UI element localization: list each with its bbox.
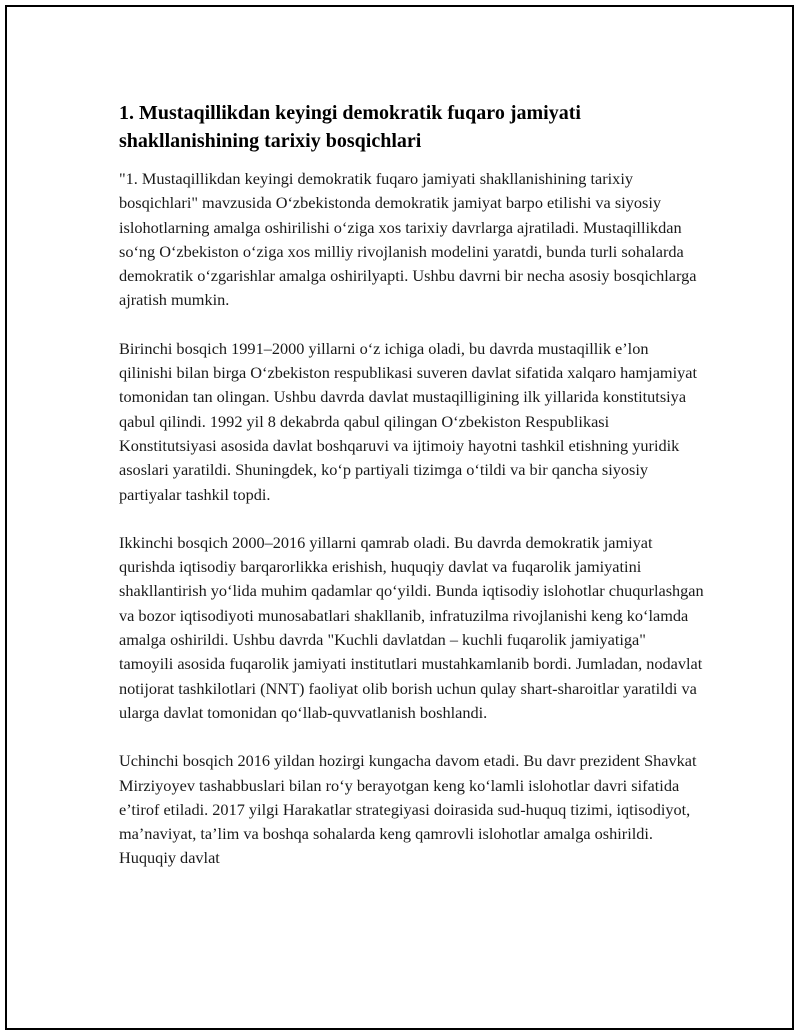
- paragraph-intro: "1. Mustaqillikdan keyingi demokratik fuqaro jamiyati shakllanishining tarixiy bosqichlari" mavzusida O‘zbekistonda demokratik jamiyat barpo etilishi va siyosiy islohotlarning amalga oshirilishi o‘ziga xos tarixiy davrlarga ajratiladi. Mustaqillikdan so‘ng O‘zbekiston o‘ziga xos milliy rivojlanish modelini yaratdi, bunda turli sohalarda demokratik o‘zgarishlar amalga oshirilyapti. Ushbu davrni bir necha asosiy bosqichlarga ajratish mumkin.: [119, 169, 697, 310]
- paragraph-first-stage: Birinchi bosqich 1991–2000 yillarni o‘z ichiga oladi, bu davrda mustaqillik e’lon qilinishi bilan birga O‘zbekiston respublikasi suveren davlat sifatida xalqaro hamjamiyat tomonidan tan olingan. Ushbu davrda davlat mustaqilligining ilk yillarida konstitutsiya qabul qilindi. 1992 yil 8 dekabrda qabul qilingan O‘zbekiston Respublikasi Konstitutsiyasi asosida davlat boshqaruvi va ijtimoiy hayotni tashkil etishning yuridik asoslari yaratildi. Shuningdek, ko‘p partiyali tizimga o‘tildi va bir qancha siyosiy partiyalar tashkil topdi.: [119, 338, 697, 504]
- page-frame: [5, 5, 794, 1030]
- document-title: 1. Mustaqillikdan keyingi demokratik fuqaro jamiyati shakllanishining tarixiy bosqichlari: [119, 102, 581, 152]
- paragraph-third-stage: Uchinchi bosqich 2016 yildan hozirgi kungacha davom etadi. Bu davr prezident Shavkat Mirziyoyev tashabbuslari bilan ro‘y berayotgan keng ko‘lamli islohotlar davri sifatida e’tirof etiladi. 2017 yilgi Harakatlar strategiyasi doirasida sud-huquq tizimi, iqtisodiyot, ma’naviyat, ta’lim va boshqa sohalarda keng qamrovli islohotlar amalga oshirildi. Huquqiy davlat: [119, 751, 697, 868]
- paragraph-second-stage: Ikkinchi bosqich 2000–2016 yillarni qamrab oladi. Bu davrda demokratik jamiyat qurishda iqtisodiy barqarorlikka erishish, huquqiy davlat va fuqarolik jamiyatini shakllantirish yo‘lida muhim qadamlar qo‘yildi. Bunda iqtisodiy islohotlar chuqurlashgan va bozor iqtisodiyoti munosabatlari shakllanib, infratuzilma rivojlanishi keng ko‘lamda amalga oshirildi. Ushbu davrda "Kuchli davlatdan – kuchli fuqarolik jamiyatiga" tamoyili asosida fuqarolik jamiyati institutlari mustahkamlanib bordi. Jumladan, nodavlat notijorat tashkilotlari (NNT) faoliyat olib borish uchun qulay shart-sharoitlar yaratildi va ularga davlat tomonidan qo‘llab-quvvatlanish boshlandi.: [119, 532, 704, 722]
- document-body: [119, 99, 704, 895]
